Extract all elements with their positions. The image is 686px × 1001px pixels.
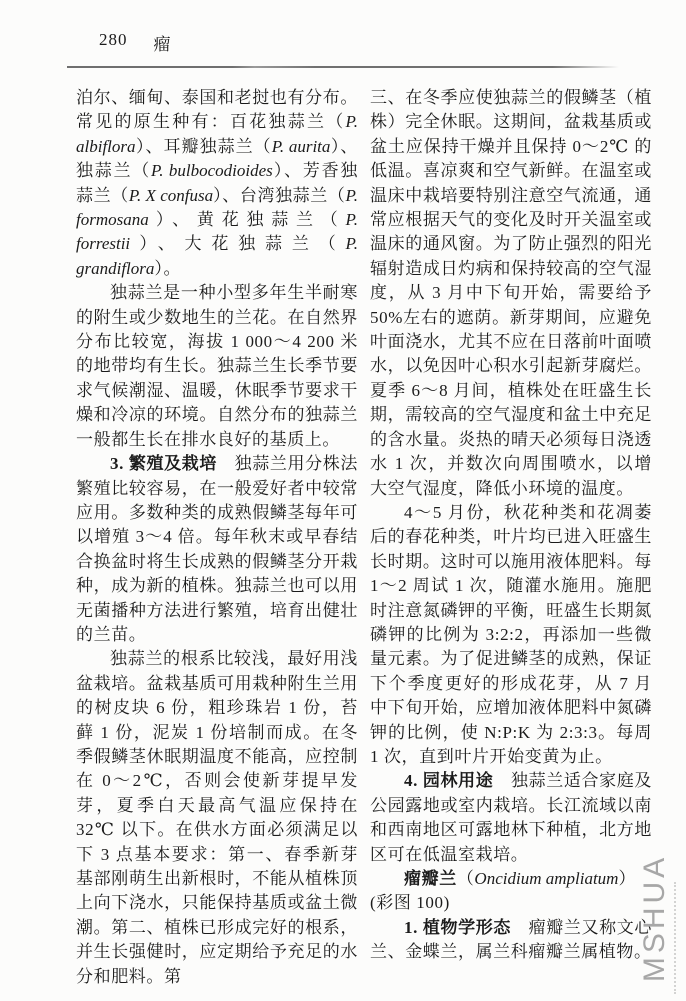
text-run: 三、在冬季应使独蒜兰的假鳞茎（植株）完全休眠。这期间，盆栽基质或盆土应保持干燥并且保持 0～2℃ 的低温。喜凉爽和空气新鲜。在温室或温床中栽培要特别注意空气流通，通常应根据天气的变化及时开关温室或温床的通风窗。为了防止强烈的阳光辐射造成日灼病和保持较高的空气湿度，从 3 月中下旬开始，需要给予 50%左右的遮荫。新芽期间，应避免叶面浇水，尤其不应在日落前叶面喷水，以免因叶心积水引起新芽腐烂。夏季 6～8 月间，植株处在旺盛生长期，需较高的空气湿度和盆土中充足的含水量。炎热的晴天必须每日浇透水 1 次，并数次向周围喷水，以增大空气湿度，降低小环境的温度。 [370, 88, 652, 498]
page-number: 280 [99, 30, 128, 49]
text-run: 独蒜兰用分株法繁殖比较容易，在一般爱好者中较常应用。多数种类的成熟假鳞茎每年可以增殖 3～4 倍。每年秋末或早春结合换盆时将生长成熟的假鳞茎分开栽种，成为新的植株。独蒜兰也可以用无菌播种方法进行繁殖，培育出健壮的兰苗。 [76, 454, 359, 644]
running-head-section-word: 瘤 [153, 35, 172, 54]
latin-name-run: P. forrestii [76, 210, 358, 254]
paragraph [76, 281, 358, 452]
scan-edge-noise [674, 882, 676, 994]
bold-lead-run: 4. 园林用途 [404, 771, 511, 791]
page-header [99, 30, 172, 55]
paragraph [370, 916, 652, 965]
text-run: ）、台湾独蒜兰（ [213, 185, 346, 205]
text-run: ）、黄花独蒜兰（ [148, 210, 346, 230]
paragraph [76, 86, 358, 281]
latin-name-run: P. grandiflora [76, 234, 358, 278]
text-run: 独蒜兰的根系比较浅，最好用浅盆栽培。盆栽基质可用栽种附生兰用的树皮块 6 份，粗珍珠岩 1 份，苔藓 1 份，泥炭 1 份培制而成。在冬季假鳞茎休眠期温度不能高，应控制在 0～2℃，否则会使新芽提早发芽，夏季白天最高气温应保持在 32℃ 以下。在供水方面必须满足以下 3 点基本要求：第一、春季新芽基部刚萌生出新根时，不能从植株顶上向下浇水，只能保持基质或盆土微潮。第二、植株已形成完好的根系，并生长强健时，应定期给予充足的水分和肥料。第 [76, 649, 358, 986]
paragraph [370, 769, 652, 867]
column-right [370, 86, 652, 989]
text-run: 瘤瓣兰又称文心兰、金蝶兰，属兰科瘤瓣兰属植物。 [370, 917, 653, 962]
text-run: ）、大花独蒜兰（ [130, 234, 346, 254]
column-left [76, 86, 358, 989]
latin-name-run: P. bulbocodioides [151, 161, 273, 181]
watermark: MSHUA [638, 853, 671, 983]
text-columns [76, 86, 652, 989]
paragraph [76, 647, 358, 989]
text-run: （ [456, 869, 475, 888]
bold-lead-run: 3. 繁殖及栽培 [110, 454, 235, 474]
paragraph [76, 452, 358, 647]
bold-lead-run: 1. 植物学形态 [404, 917, 529, 937]
latin-name-run: P. aurita [271, 136, 331, 156]
text-run: ）、芳香独蒜兰（ [76, 161, 359, 205]
text-run: 独蒜兰适合家庭及公园露地或室内栽培。长江流域以南和西南地区可露地林下种植，北方地区可在低温室栽培。 [370, 771, 652, 864]
latin-name-run: P. X confusa [128, 185, 214, 205]
text-run: 独蒜兰是一种小型多年生半耐寒的附生或少数地生的兰花。在自然界分布比较宽，海拔 1 000～4 200 米的地带均有生长。独蒜兰生长季节要求气候潮湿、温暖，休眠季节要求干燥和冷凉的环境。自然分布的独蒜兰一般都生长在排水良好的基质上。 [76, 283, 358, 449]
text-run: ）、独蒜兰（ [76, 136, 358, 181]
latin-name-run: Oncidium ampliatum [474, 869, 619, 888]
text-run: 泊尔、缅甸、泰国和老挝也有分布。常见的原生种有：百花独蒜兰（ [76, 88, 358, 132]
bold-lead-run: 瘤瓣兰 [404, 869, 457, 888]
text-run: ）、耳瓣独蒜兰（ [135, 136, 272, 156]
latin-name-run: P. formosana [76, 185, 358, 230]
latin-name-run: P. albiflora [76, 112, 358, 156]
text-run: 4～5 月份，秋花种类和花凋萎后的春花种类，叶片均已进入旺盛生长时期。这时可以施用液体肥料。每 1～2 周试 1 次，随灌水施用。施肥时注意氮磷钾的平衡，旺盛生长期氮磷钾的比例为 3:2:2，再添加一些微量元素。为了促进鳞茎的成熟，保证下个季度更好的形成花芽，从 7 月中下旬开始，应增加液体肥料中氮磷钾的比例，使 N:P:K 为 2:3:3。每周 1 次，直到叶片开始变黄为止。 [370, 502, 652, 766]
paragraph [370, 501, 652, 769]
text-run: ）。 [154, 258, 182, 278]
paragraph [370, 86, 652, 501]
entry-heading [370, 867, 652, 891]
text-run: ） [618, 869, 637, 888]
paragraph [370, 891, 652, 915]
text-run: (彩图 100) [370, 893, 450, 913]
header-rule [67, 66, 619, 68]
